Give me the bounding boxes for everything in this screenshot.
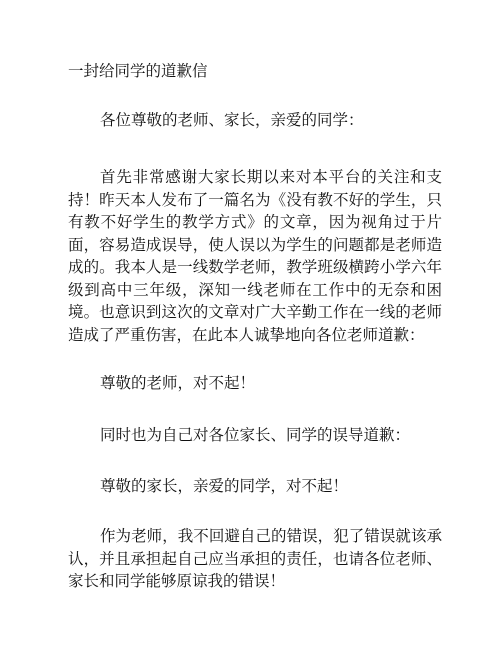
salutation: 各位尊敬的老师、家长，亲爱的同学：: [100, 111, 364, 129]
body-paragraph-1: 首先非常感谢大家长期以来对本平台的关注和支持！昨天本人发布了一篇名为《没有教不好的学生，只有教不好学生的教学方式》的文章，因为视角过于片面，容易造成误导，使人误以为学生的问题都是老师造成的。我本人是一线数学老师，教学班级横跨小学六年级到高中三年级，深知一线老师在工作中的无奈和困境。也意识到这次的文章对广大辛勤工作在一线的老师造成了严重伤害，在此本人诚挚地向各位老师道歉：: [68, 168, 442, 344]
apology-intro: 同时也为自己对各位家长、同学的误导道歉：: [100, 426, 411, 444]
body-paragraph-2: 作为老师，我不回避自己的错误，犯了错误就该承认，并且承担起自己应当承担的责任，也请各位老师、家长和同学能够原谅我的错误！: [68, 527, 442, 590]
apology-to-parents: 尊敬的家长，亲爱的同学，对不起！: [100, 477, 349, 495]
apology-to-teachers: 尊敬的老师，对不起！: [100, 374, 256, 392]
letter-title: 一封给同学的道歉信: [68, 62, 208, 80]
